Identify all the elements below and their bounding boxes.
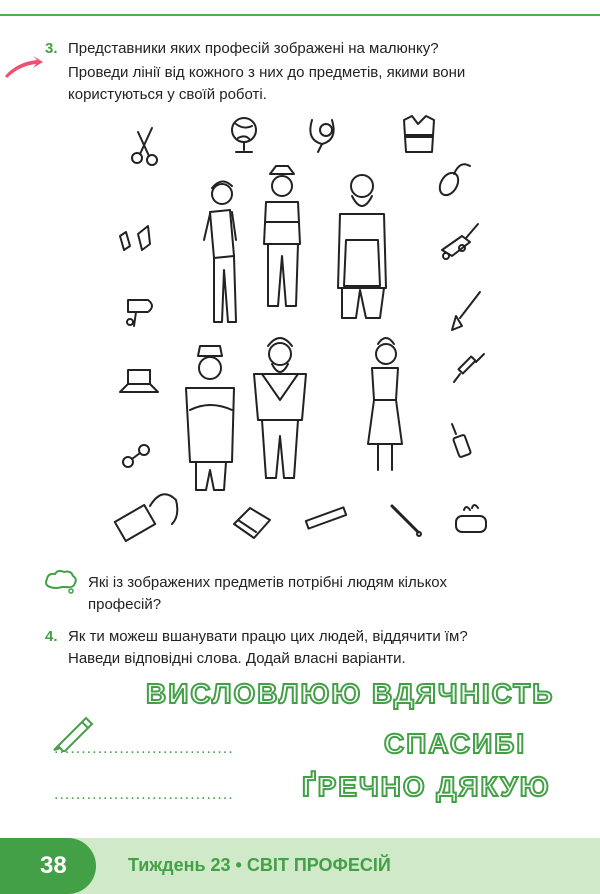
footer-title: Тиждень 23 • СВІТ ПРОФЕСІЙ: [128, 855, 391, 875]
task-line: Проведи лінії від кожного з них до предметів, якими вони: [68, 64, 466, 81]
thermometer-icon: [392, 506, 421, 536]
scissors-icon: [132, 128, 157, 165]
task-line: Як ти можеш вшанувати працю цих людей, віддячити їм?: [68, 628, 468, 645]
comb-icon: [306, 507, 346, 528]
page-number-badge: [0, 838, 96, 894]
question-line: професій?: [88, 596, 162, 613]
syringe-icon: [454, 354, 484, 382]
keyboard-icon: [115, 494, 178, 541]
lawnmower-icon: [442, 224, 478, 259]
person-woman: [368, 338, 402, 470]
question-line: Які із зображених предметів потрібні людям кількох: [88, 574, 447, 591]
answer-blank-line[interactable]: .................................: [54, 740, 234, 757]
person-gardener: [338, 175, 386, 318]
cloud-icon: [44, 569, 78, 595]
person-doctor: [186, 346, 234, 490]
answer-phrase: ВИСЛОВЛЮЮ ВДЯЧНІСТЬ: [146, 678, 555, 709]
page-number: 38: [40, 852, 67, 879]
answer-phrase: СПАСИБІ: [384, 728, 527, 759]
task-number: 3.: [45, 40, 58, 57]
answer-phrase: ҐРЕЧНО ДЯКУЮ: [302, 771, 551, 802]
task-line: користуються у своїй роботі.: [68, 86, 267, 103]
laptop-icon: [120, 370, 158, 392]
globe-icon: [232, 118, 256, 152]
task-line: Наведи відповідні слова. Додай власні варіанти.: [68, 650, 406, 667]
answer-blank-line[interactable]: .................................: [54, 786, 234, 803]
task-line: Представники яких професій зображені на малюнку?: [68, 40, 439, 57]
hairdryer-icon: [127, 300, 152, 326]
soap-icon: [456, 505, 486, 532]
gloves-icon: [120, 226, 150, 250]
task-number: 4.: [45, 628, 58, 645]
book-icon: [234, 508, 270, 538]
walkie-talkie-icon: [452, 424, 471, 457]
person-police-woman: [264, 166, 300, 306]
person-young-man: [204, 181, 236, 322]
vest-icon: [404, 116, 434, 152]
broom-icon: [452, 292, 480, 330]
stethoscope-icon: [310, 120, 333, 152]
handcuffs-icon: [123, 445, 149, 467]
person-old-man: [254, 338, 306, 478]
mouse-icon: [436, 164, 470, 198]
